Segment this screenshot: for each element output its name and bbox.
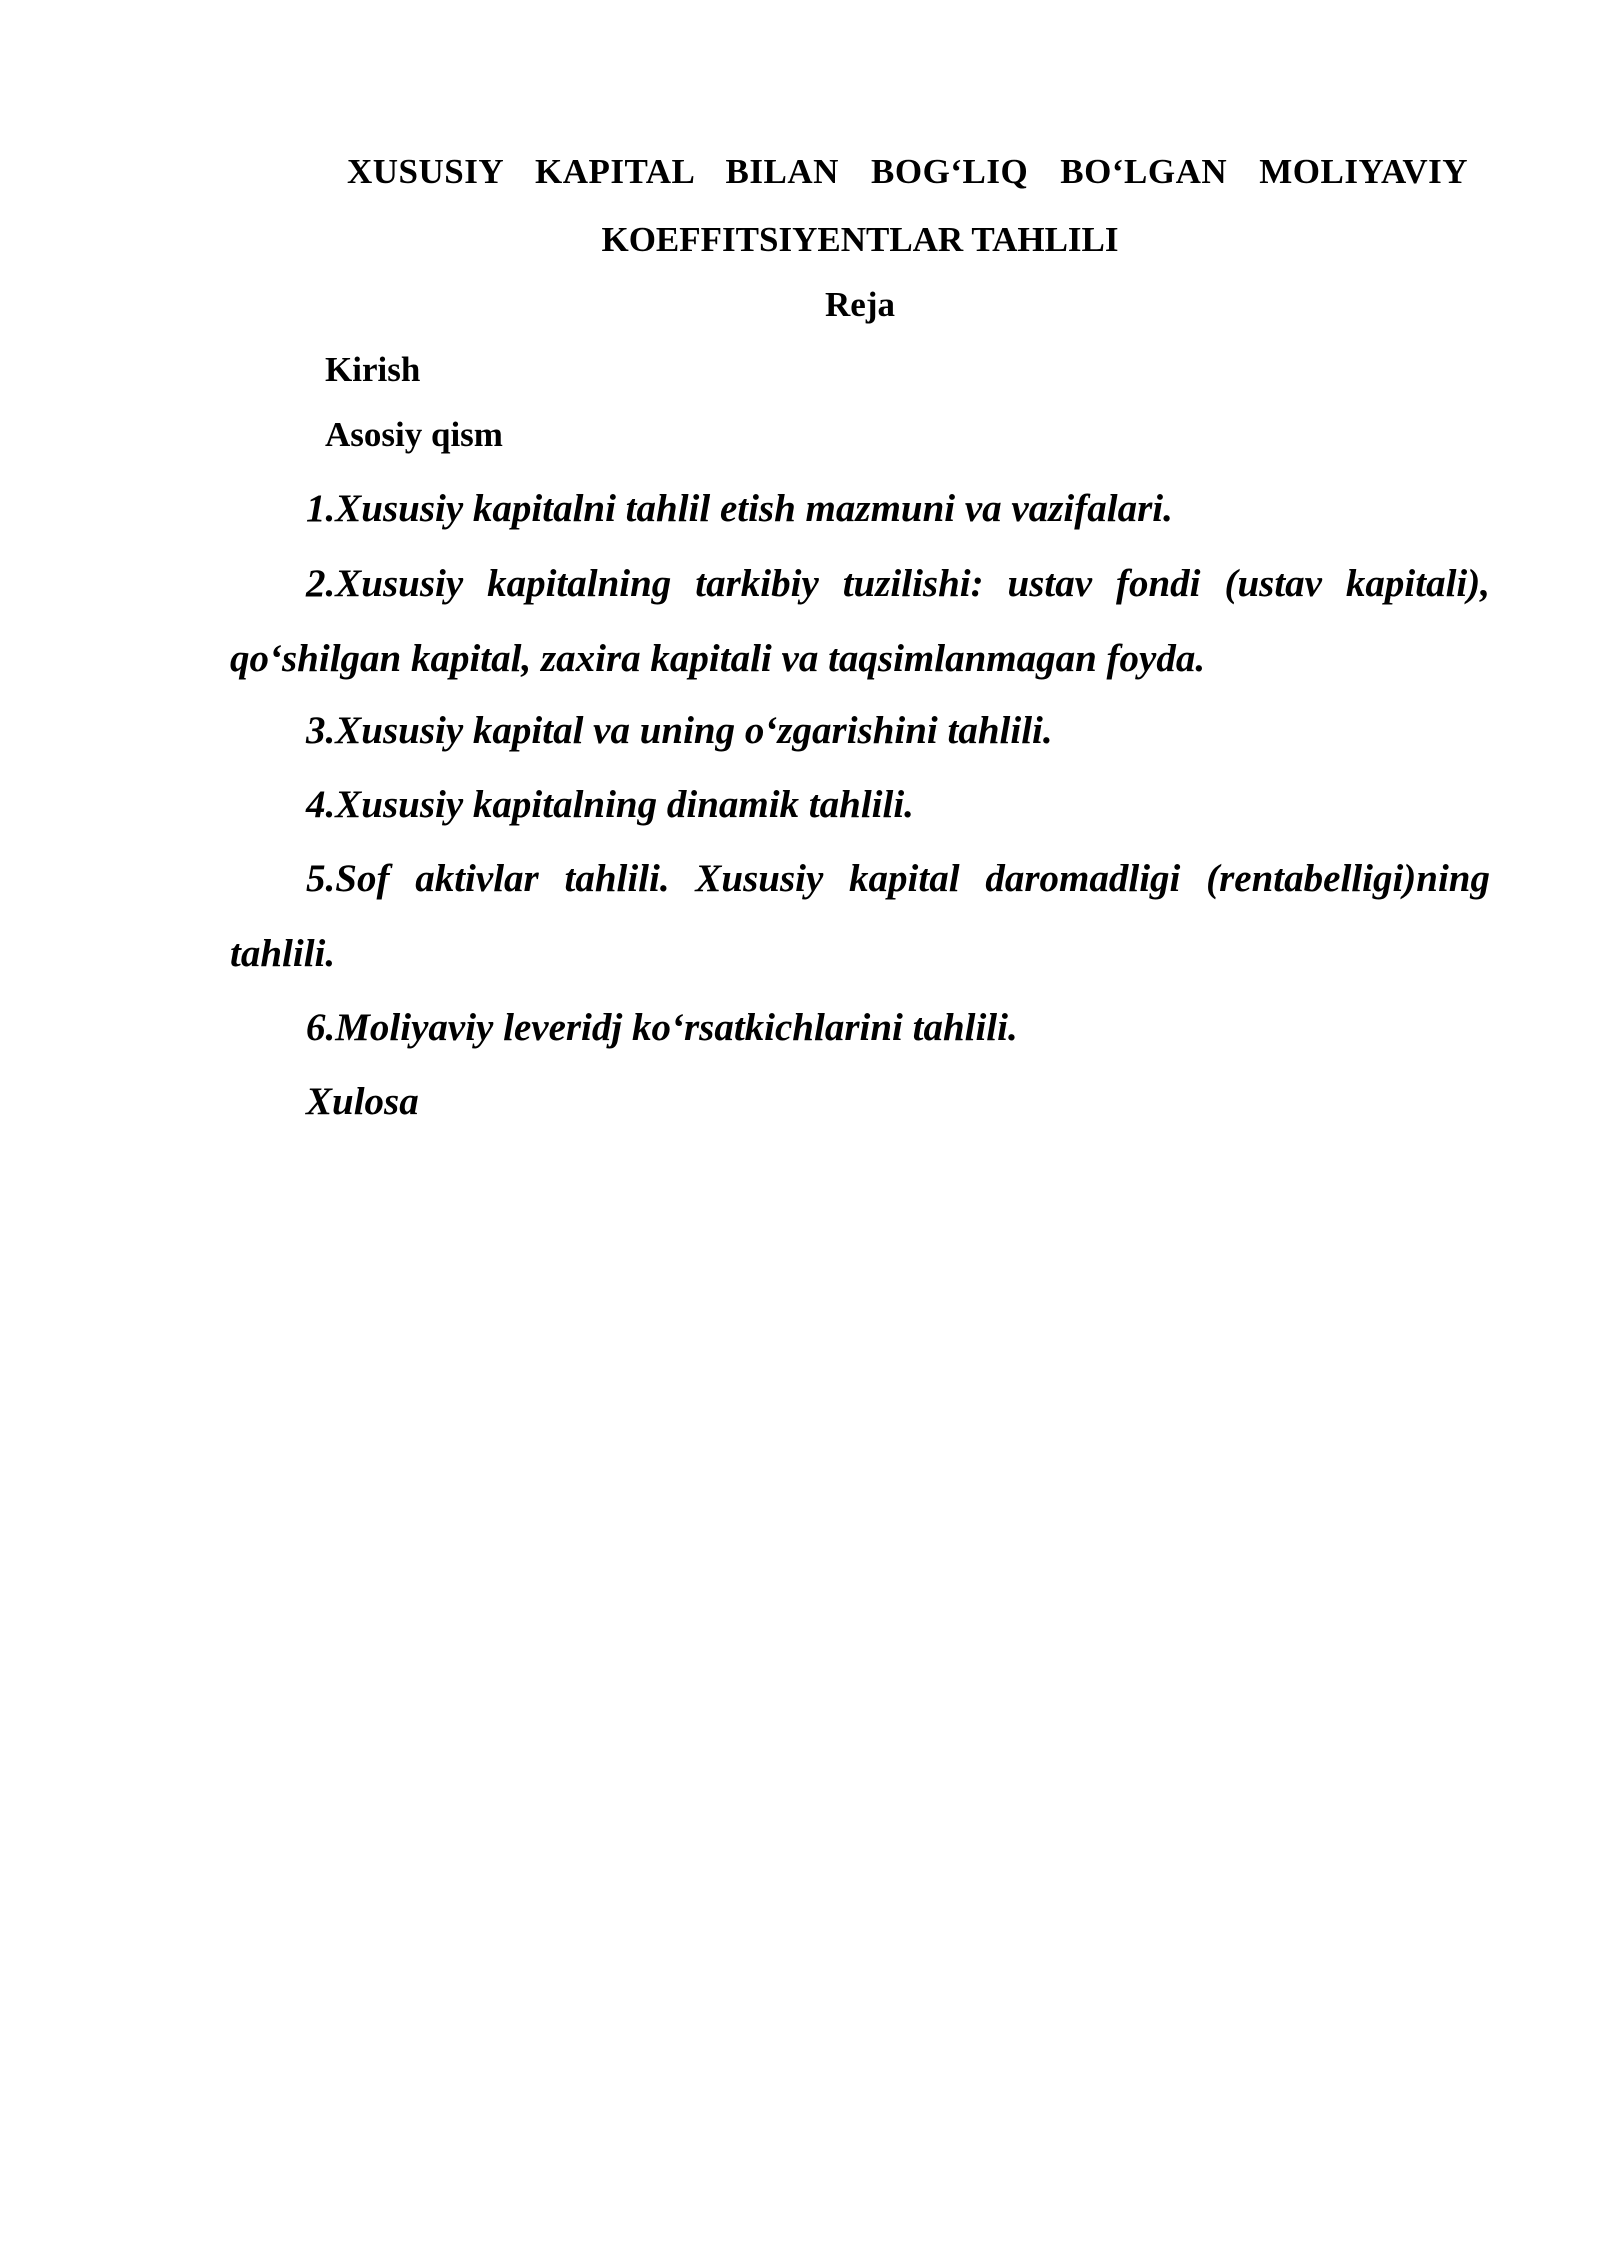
document-title-line-2: KOEFFITSIYENTLAR TAHLILI (601, 220, 1119, 259)
plan-item-6: 6.Moliyaviy leveridj ko‘rsatkichlarini tahlili. (306, 1006, 1018, 1049)
plan-item-3: 3.Xususiy kapital va uning o‘zgarishini tahlili. (306, 709, 1053, 752)
plan-item-conclusion: Xulosa (306, 1080, 419, 1123)
section-intro: Kirish (325, 350, 421, 389)
plan-item-1: 1.Xususiy kapitalni tahlil etish mazmuni va vazifalari. (306, 487, 1173, 530)
document-title-line-1: XUSUSIY KAPITAL BILAN BOG‘LIQ BO‘LGAN MOLIYAVIY (347, 152, 1468, 191)
plan-item-5: 5.Sof aktivlar tahlili. Xususiy kapital daromadligi (rentabelligi)ning tahlili. (230, 857, 1490, 975)
section-main: Asosiy qism (325, 415, 503, 454)
plan-item-2: 2.Xususiy kapitalning tarkibiy tuzilishi: ustav fondi (ustav kapitali), qo‘shilgan kapital, zaxira kapitali va taqsimlanmagan foyda. (230, 562, 1490, 680)
plan-item-4: 4.Xususiy kapitalning dinamik tahlili. (306, 783, 914, 826)
plan-heading: Reja (825, 285, 895, 324)
